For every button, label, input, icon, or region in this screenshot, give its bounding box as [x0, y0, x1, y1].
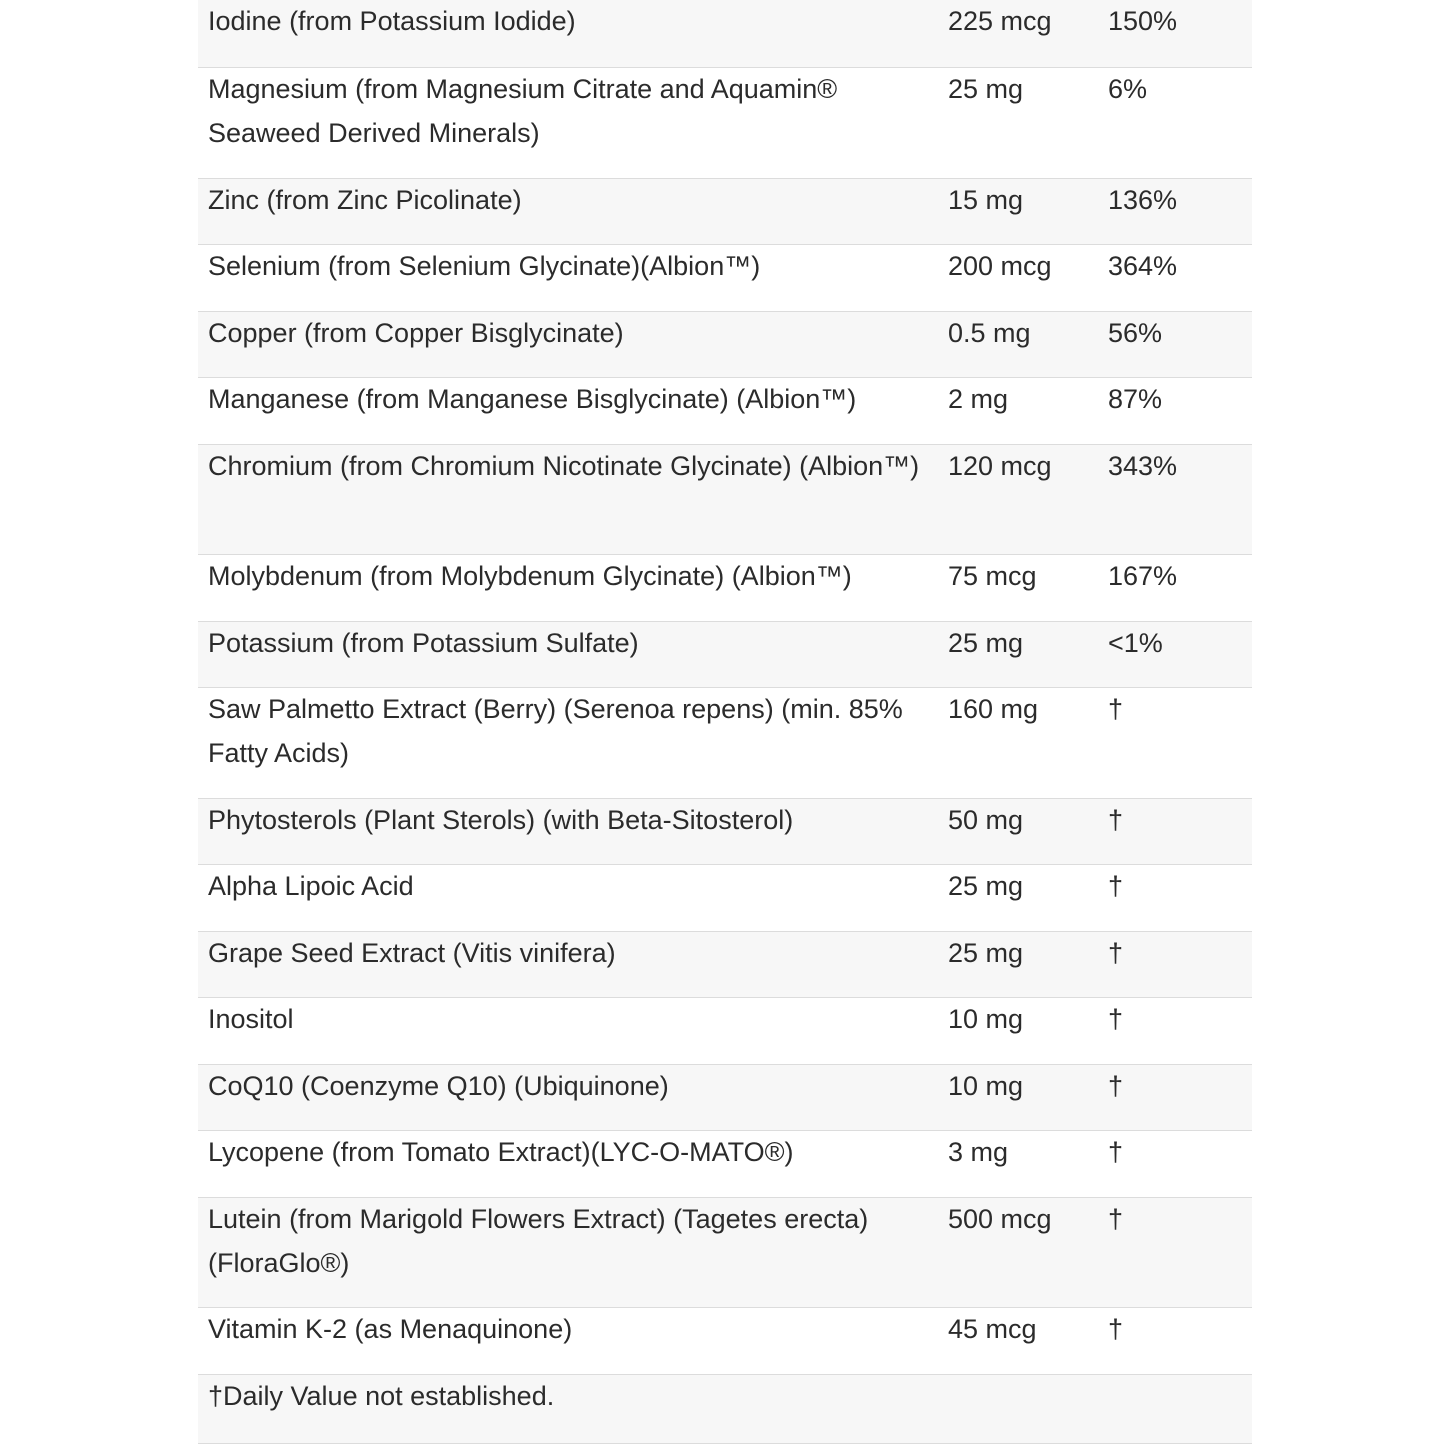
- nutrient-amount: 225 mcg: [948, 6, 1052, 36]
- nutrient-amount: 3 mg: [948, 1137, 1009, 1167]
- nutrient-name: Selenium (from Selenium Glycinate)(Albion™): [208, 251, 761, 281]
- table-row: [198, 445, 1252, 556]
- nutrient-daily-value: 87%: [1108, 384, 1163, 414]
- table-row: [198, 555, 1252, 622]
- nutrient-daily-value: 364%: [1108, 251, 1178, 281]
- nutrient-amount: 160 mg: [948, 694, 1039, 724]
- nutrient-daily-value: 150%: [1108, 6, 1178, 36]
- nutrient-daily-value: †: [1108, 1137, 1124, 1167]
- nutrient-amount: 15 mg: [948, 184, 1024, 215]
- table-row: [198, 0, 1252, 68]
- nutrient-daily-value: 56%: [1108, 317, 1163, 348]
- nutrient-name: Vitamin K-2 (as Menaquinone): [208, 1314, 573, 1344]
- nutrient-name: Saw Palmetto Extract (Berry) (Serenoa repens) (min. 85% Fatty Acids): [208, 694, 903, 768]
- table-row: [198, 622, 1252, 689]
- nutrient-amount: 25 mg: [948, 74, 1024, 104]
- nutrient-daily-value: 6%: [1108, 74, 1148, 104]
- nutrient-daily-value: †: [1108, 937, 1124, 968]
- nutrient-amount: 10 mg: [948, 1070, 1024, 1101]
- table-row: [198, 245, 1252, 312]
- daily-value-footnote: †Daily Value not established.: [208, 1380, 555, 1411]
- nutrient-name: Magnesium (from Magnesium Citrate and Aquamin® Seaweed Derived Minerals): [208, 74, 838, 148]
- nutrient-amount: 2 mg: [948, 384, 1009, 414]
- nutrient-daily-value: †: [1108, 694, 1124, 724]
- nutrient-daily-value: †: [1108, 1004, 1124, 1034]
- nutrient-amount: 75 mcg: [948, 561, 1037, 591]
- nutrient-daily-value: 136%: [1108, 184, 1178, 215]
- nutrient-amount: 200 mcg: [948, 251, 1052, 281]
- nutrient-daily-value: 167%: [1108, 561, 1178, 591]
- table-row: [198, 179, 1252, 246]
- nutrient-name: Manganese (from Manganese Bisglycinate) (Albion™): [208, 384, 857, 414]
- nutrient-name: Zinc (from Zinc Picolinate): [208, 184, 522, 215]
- table-row: [198, 378, 1252, 445]
- nutrient-name: Potassium (from Potassium Sulfate): [208, 627, 639, 658]
- supplement-facts-table: [198, 0, 1252, 1444]
- nutrient-amount: 45 mcg: [948, 1314, 1037, 1344]
- nutrient-name: Inositol: [208, 1004, 294, 1034]
- nutrient-amount: 120 mcg: [948, 450, 1052, 481]
- nutrient-name: Lutein (from Marigold Flowers Extract) (Tagetes erecta) (FloraGlo®): [208, 1203, 869, 1278]
- table-row: [198, 688, 1252, 799]
- nutrient-daily-value: <1%: [1108, 627, 1163, 658]
- nutrient-daily-value: †: [1108, 1203, 1124, 1234]
- nutrient-daily-value: †: [1108, 1070, 1124, 1101]
- nutrient-amount: 50 mg: [948, 804, 1024, 835]
- nutrient-name: Copper (from Copper Bisglycinate): [208, 317, 624, 348]
- nutrient-name: Molybdenum (from Molybdenum Glycinate) (Albion™): [208, 561, 852, 591]
- nutrient-amount: 25 mg: [948, 871, 1024, 901]
- nutrient-amount: 0.5 mg: [948, 317, 1031, 348]
- table-row: [198, 1131, 1252, 1198]
- nutrient-name: Lycopene (from Tomato Extract)(LYC-O-MATO®): [208, 1137, 794, 1167]
- table-row: [198, 998, 1252, 1065]
- nutrient-daily-value: †: [1108, 1314, 1124, 1344]
- nutrient-amount: 25 mg: [948, 627, 1024, 658]
- nutrient-name: Alpha Lipoic Acid: [208, 871, 414, 901]
- nutrient-name: Grape Seed Extract (Vitis vinifera): [208, 937, 616, 968]
- nutrient-daily-value: †: [1108, 804, 1124, 835]
- nutrient-name: CoQ10 (Coenzyme Q10) (Ubiquinone): [208, 1070, 669, 1101]
- table-row: [198, 1308, 1252, 1375]
- nutrient-amount: 25 mg: [948, 937, 1024, 968]
- nutrient-name: Iodine (from Potassium Iodide): [208, 6, 576, 36]
- table-row: [198, 1065, 1252, 1132]
- nutrient-daily-value: †: [1108, 871, 1124, 901]
- table-row: [198, 865, 1252, 932]
- table-row: [198, 799, 1252, 866]
- nutrient-amount: 10 mg: [948, 1004, 1024, 1034]
- nutrient-daily-value: 343%: [1108, 450, 1178, 481]
- table-row: [198, 312, 1252, 379]
- nutrient-amount: 500 mcg: [948, 1203, 1052, 1234]
- table-row: [198, 1198, 1252, 1309]
- table-row: [198, 932, 1252, 999]
- table-row: [198, 68, 1252, 179]
- footnote-row: [198, 1375, 1252, 1444]
- nutrient-name: Chromium (from Chromium Nicotinate Glycinate) (Albion™): [208, 450, 920, 481]
- nutrient-name: Phytosterols (Plant Sterols) (with Beta-Sitosterol): [208, 804, 794, 835]
